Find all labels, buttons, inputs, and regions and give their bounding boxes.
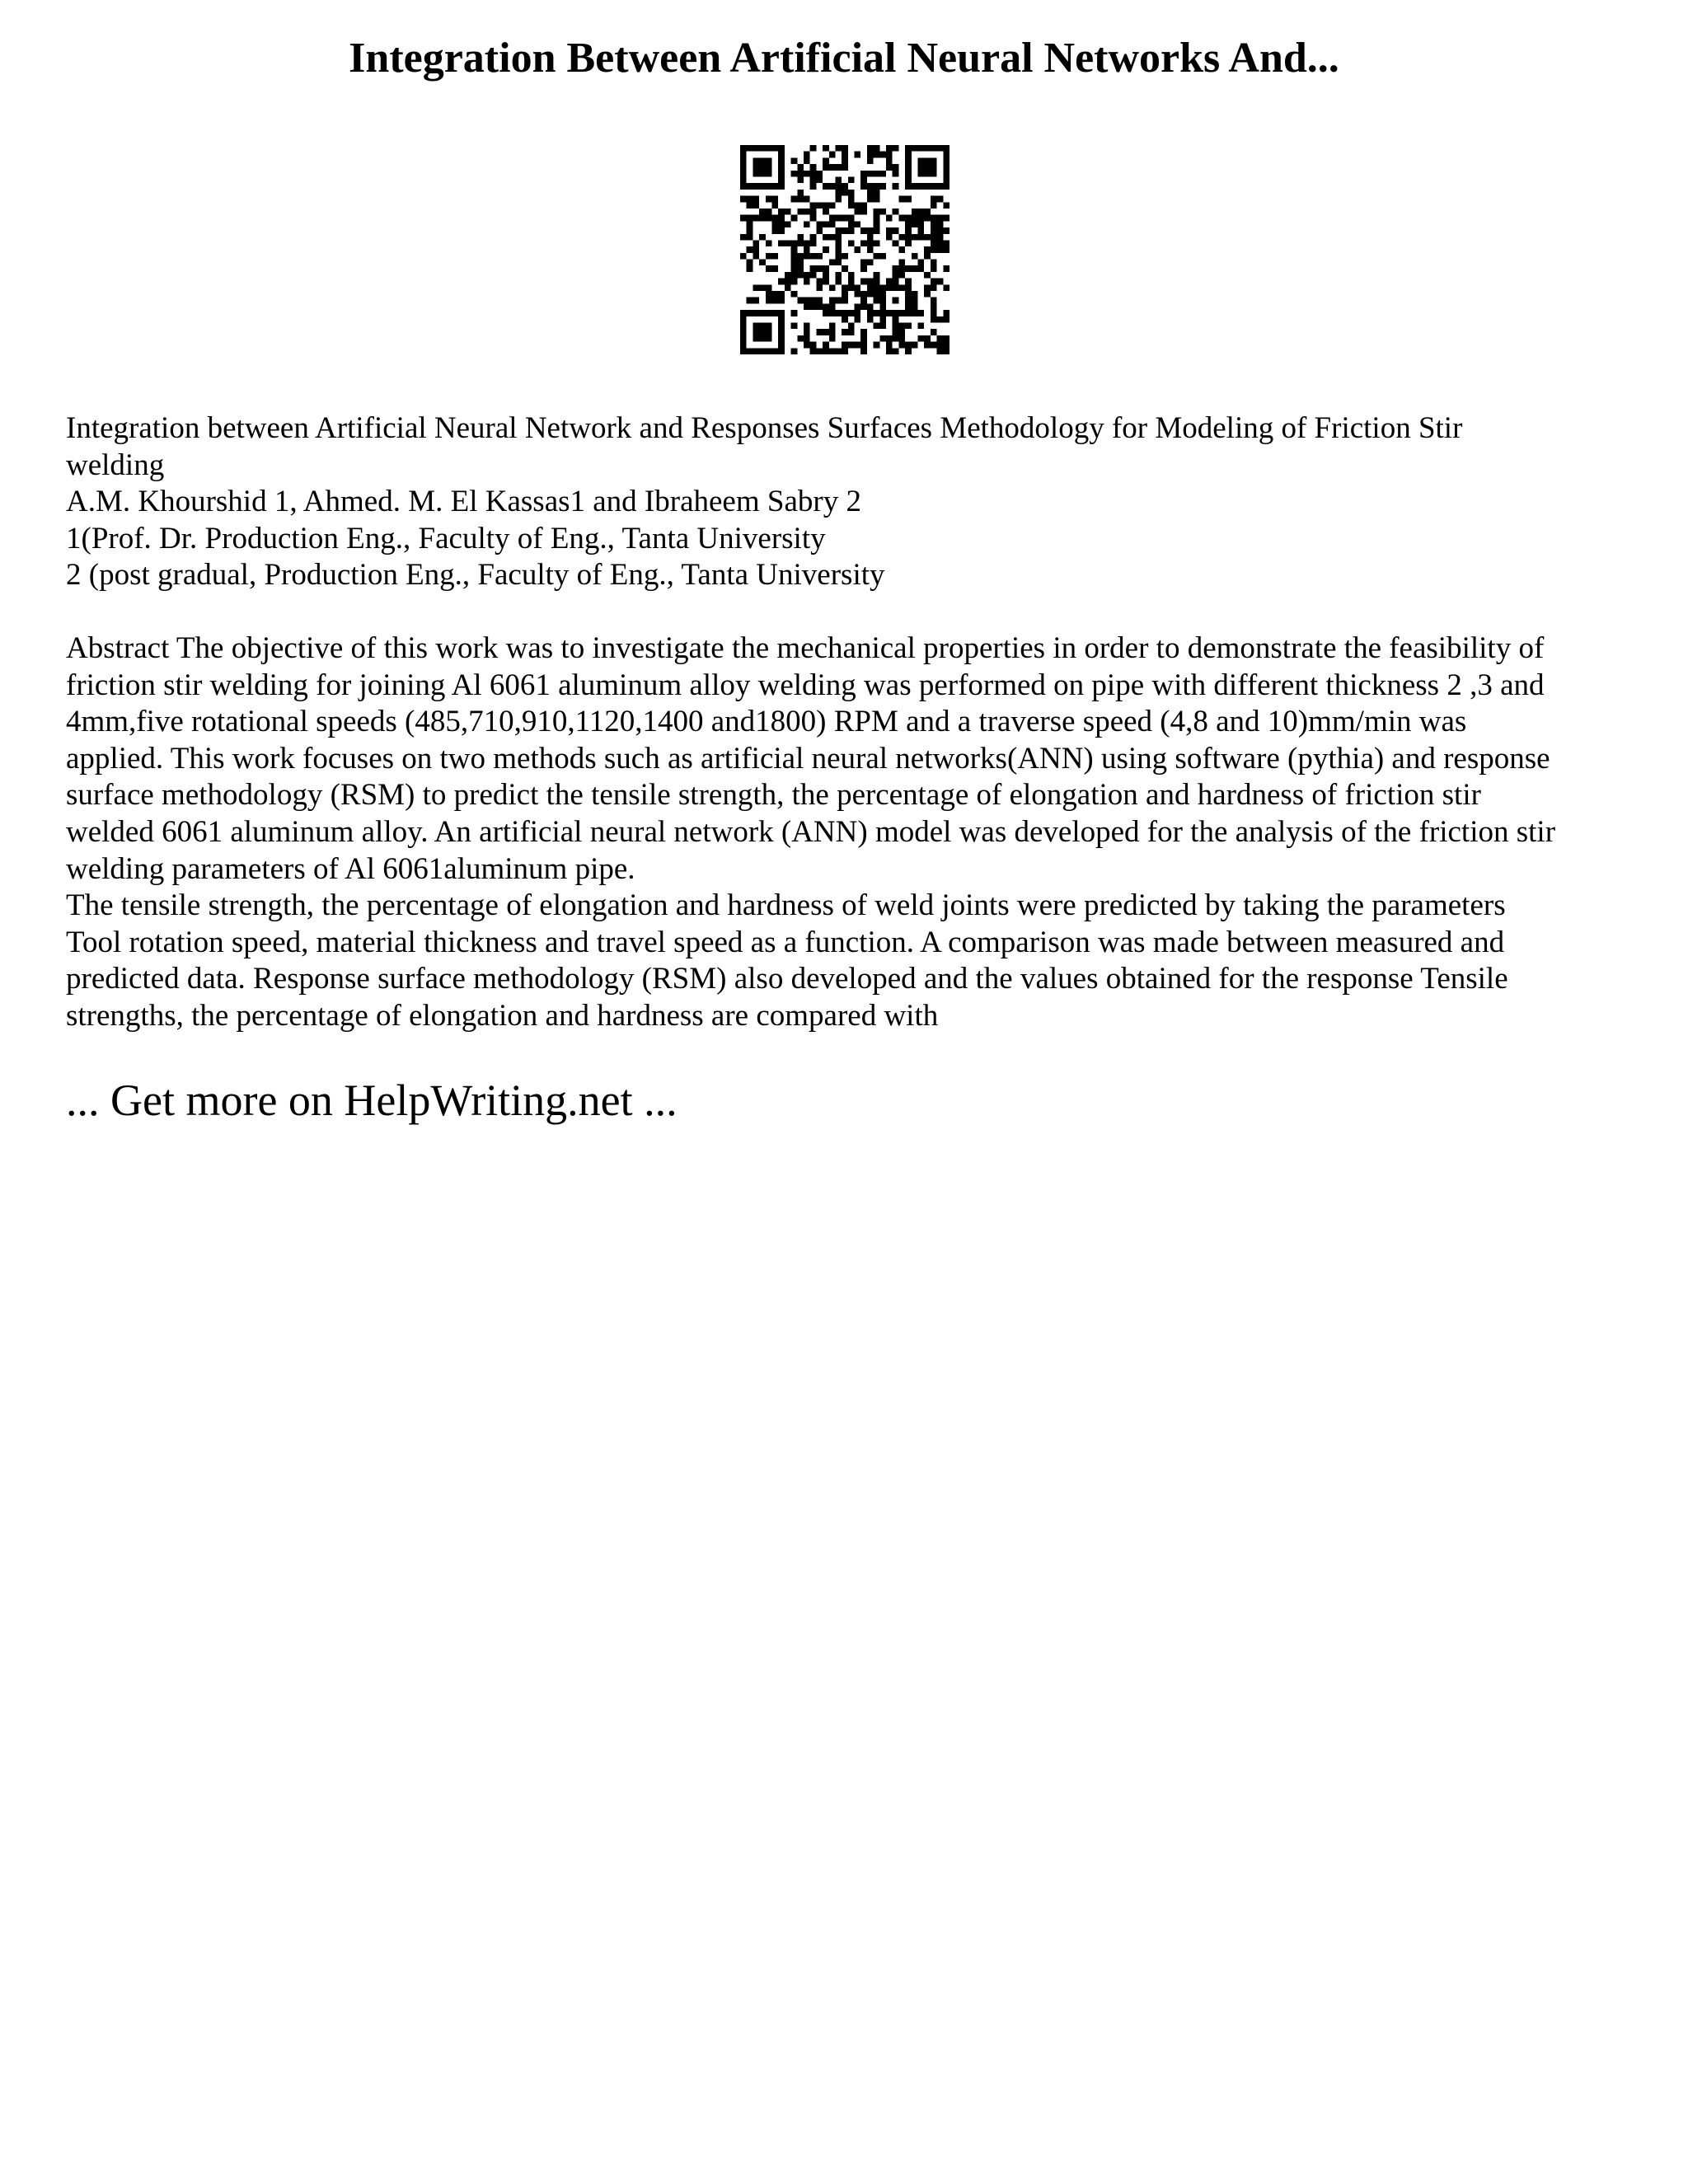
paper-header	[66, 410, 1632, 594]
abstract-line: surface methodology (RSM) to predict the tensile strength, the percentage of elongation and hardness of friction stir	[66, 778, 1481, 813]
affiliation-2: 2 (post gradual, Production Eng., Faculty of Eng., Tanta University	[66, 558, 885, 593]
page-title: Integration Between Artificial Neural Networks And...	[349, 35, 1339, 82]
paper-title-line-2: welding	[66, 448, 165, 482]
abstract-line: welding parameters of Al 6061aluminum pipe.	[66, 851, 635, 886]
abstract-line: 4mm,five rotational speeds (485,710,910,1120,1400 and1800) RPM and a traverse speed (4,8 and 10)mm/min was	[66, 705, 1467, 739]
paper-title-line-1: Integration between Artificial Neural Network and Responses Surfaces Methodology for Modeling of Friction Stir	[66, 411, 1463, 445]
qr-code-icon	[740, 145, 950, 354]
abstract-line: welded 6061 aluminum alloy. An artificial neural network (ANN) model was developed for the analysis of the friction stir	[66, 814, 1556, 849]
abstract-line: predicted data. Response surface methodology (RSM) also developed and the values obtained for the response Tensile	[66, 962, 1508, 996]
abstract-line: friction stir welding for joining Al 6061 aluminum alloy welding was performed on pipe with different thickness 2 ,3 and	[66, 668, 1545, 702]
affiliation-1: 1(Prof. Dr. Production Eng., Faculty of Eng., Tanta University	[66, 521, 826, 555]
document-body	[66, 410, 1632, 1035]
abstract-line: applied. This work focuses on two methods such as artificial neural networks(ANN) using software (pythia) and response	[66, 741, 1550, 776]
abstract-line: strengths, the percentage of elongation and hardness are compared with	[66, 998, 939, 1033]
abstract-line: The tensile strength, the percentage of elongation and hardness of weld joints were predicted by taking the parameters	[66, 888, 1506, 923]
abstract-line: Abstract The objective of this work was to investigate the mechanical properties in order to demonstrate the feasibility of	[66, 630, 1545, 665]
get-more-link[interactable]: ... Get more on HelpWriting.net ...	[66, 1076, 678, 1125]
authors-line: A.M. Khourshid 1, Ahmed. M. El Kassas1 and Ibraheem Sabry 2	[66, 485, 861, 519]
abstract	[66, 630, 1632, 1035]
abstract-line: Tool rotation speed, material thickness and travel speed as a function. A comparison was made between measured and	[66, 925, 1505, 959]
